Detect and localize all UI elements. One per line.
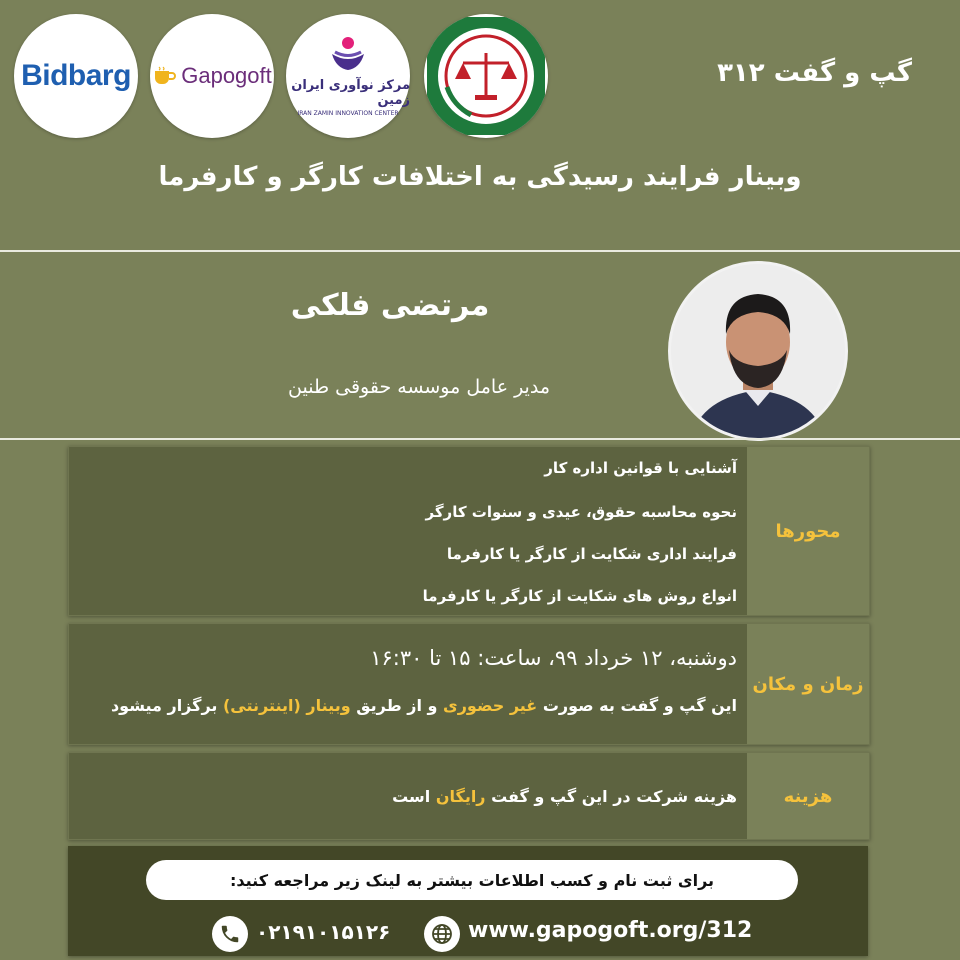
gapogoft-logo-text: Gapogoft [181,63,272,88]
cost-content [77,753,737,839]
schedule-content [77,624,737,744]
venue-highlight-2: وبینار (اینترنتی) [222,696,351,715]
topic-item: نحوه محاسبه حقوق، عیدی و سنوات کارگر [425,503,737,521]
cost-text [392,787,737,806]
schedule-label: زمان و مکان [747,624,869,744]
topics-label: محورها [747,447,869,615]
venue-highlight-1: غیر حضوری [443,696,538,715]
topic-item: فرایند اداری شکایت از کارگر یا کارفرما [446,545,737,563]
topics-panel [68,446,870,616]
cost-text-1: هزینه شرکت در این گپ و گفت [491,787,737,806]
registration-cta: برای ثبت نام و کسب اطلاعات بیشتر به لینک زیر مراجعه کنید: [146,860,798,900]
speaker-role: مدیر عامل موسسه حقوقی طنین [288,376,550,398]
gapogoft-logo [150,14,274,138]
schedule-venue [111,696,737,715]
venue-text-2: و از طریق [356,696,438,715]
webinar-title: وبینار فرایند رسیدگی به اختلافات کارگر و کارفرما [158,162,802,192]
globe-icon [424,916,460,952]
schedule-datetime: دوشنبه، ۱۲ خرداد ۹۹، ساعت: ۱۵ تا ۱۶:۳۰ [370,646,737,670]
speaker-name: مرتضی فلکی [290,288,490,323]
website-link[interactable]: www.gapogoft.org/312 [468,918,753,943]
iranzamin-logo-en: IRAN ZAMIN INNOVATION CENTER [297,109,399,117]
speaker-portrait-icon [671,264,845,438]
venue-text-3: برگزار میشود [110,696,218,715]
topic-item: آشنایی با قوانین اداره کار [544,459,737,477]
cost-text-2: است [392,787,431,806]
divider-top [0,250,960,252]
iranzamin-logo [286,14,410,138]
cost-panel [68,752,870,840]
schedule-panel [68,623,870,745]
bidbarg-logo-text: Bidbarg [21,59,131,92]
series-title: گپ و گفت ۳۱۲ [717,58,912,88]
iranzamin-mark-icon [326,36,370,76]
speaker-photo [668,261,848,441]
phone-number[interactable]: ۰۲۱۹۱۰۱۵۱۲۶ [256,920,391,944]
law-firm-seal-icon [427,17,545,135]
cost-highlight: رایگان [435,787,486,806]
bidbarg-logo [14,14,138,138]
venue-text-1: این گپ و گفت به صورت [542,696,737,715]
iranzamin-logo-fa: مرکز نوآوری ایران زمین [291,77,410,108]
law-firm-logo [424,14,548,138]
cost-label: هزینه [747,753,869,839]
phone-icon [212,916,248,952]
topic-item: انواع روش های شکایت از کارگر یا کارفرما [422,587,737,605]
topics-list [77,447,737,615]
cup-icon [152,66,178,86]
divider-middle [0,438,960,440]
